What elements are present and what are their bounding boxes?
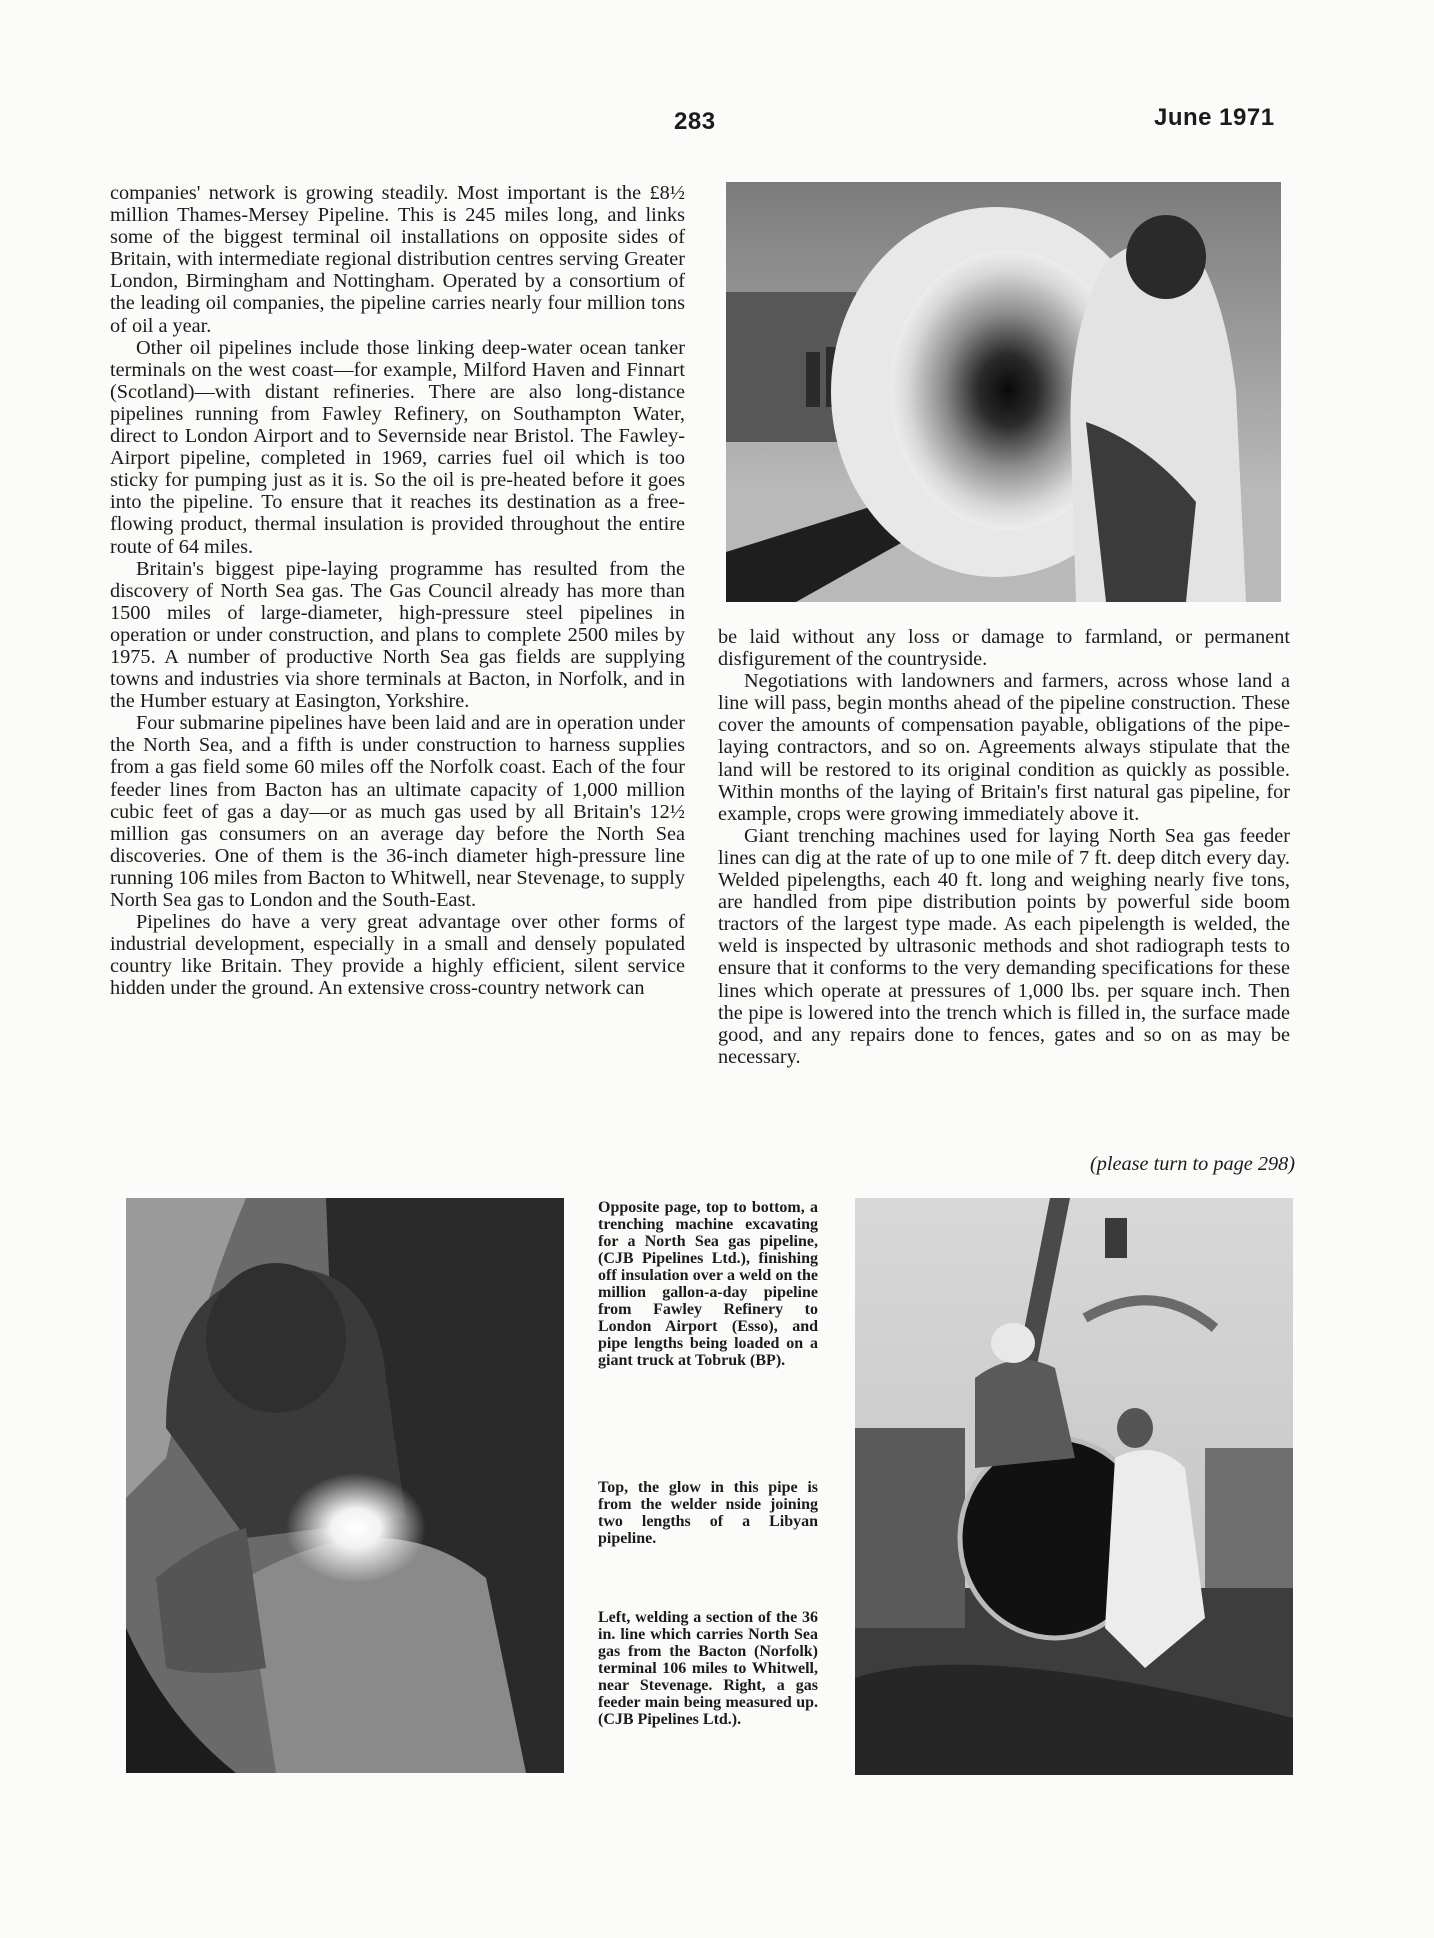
paragraph: be laid without any loss or damage to farmland, or permanent disfigurement of the countryside.: [718, 626, 1290, 671]
right-text-column: [718, 626, 1290, 1068]
photo-pipe-interior-glow: [726, 182, 1281, 602]
caption-opposite-page: [598, 1199, 818, 1369]
issue-date: June 1971: [1154, 104, 1275, 131]
paragraph: Pipelines do have a very great advantage over other forms of industrial development, especially in a small and densely populated country like Britain. They provide a highly efficient, silent service hidden under the ground. An extensive cross-country network can: [110, 911, 685, 1000]
paragraph: Giant trenching machines used for laying North Sea gas feeder lines can dig at the rate of up to one mile of 7 ft. deep ditch every day. Welded pipelengths, each 40 ft. long and weighing nearly five tons, are handled from pipe distribution points by powerful side boom tractors of the largest type made. As each pipelength is welded, the weld is inspected by ultrasonic methods and shot radiograph tests to ensure that it conforms to the very demanding specifications for these lines which operate at pressures of 1,000 lbs. per square inch. Then the pipe is lowered into the trench which is filled in, the surface made good, and any repairs done to fences, gates and so on as may be necessary.: [718, 824, 1290, 1068]
caption-text: Opposite page, top to bottom, a trenching machine excavating for a North Sea gas pipeline, (CJB Pipelines Ltd.), finishing off insulation over a weld on the million gallon-a-day pipeline from Fawley Refinery to London Airport (Esso), and pipe lengths being loaded on a giant truck at Tobruk (BP).: [598, 1199, 818, 1369]
paragraph: Four submarine pipelines have been laid and are in operation under the North Sea, and a fifth is under construction to harness supplies from a gas field some 60 miles off the Norfolk coast. Each of the four feeder lines from Bacton has an ultimate capacity of 1,000 million cubic feet of gas a day—or as much gas used by all Britain's 12½ million gas consumers on an average day before the North Sea discoveries. One of them is the 36-inch diameter high-pressure line running 106 miles from Bacton to Whitwell, near Stevenage, to supply North Sea gas to London and the South-East.: [110, 712, 685, 911]
caption-top-photo: [598, 1479, 818, 1547]
caption-text: Top, the glow in this pipe is from the welder nside joining two lengths of a Libyan pipeline.: [598, 1479, 818, 1547]
paragraph: Negotiations with landowners and farmers, across whose land a line will pass, begin months ahead of the pipeline construction. These cover the amounts of compensation payable, obligations of the pipe-laying contractors, and so on. Agreements always stipulate that the land will be restored to its original condition as quickly as possible. Within months of the laying of Britain's first natural gas pipeline, for example, crops were growing immediately above it.: [718, 670, 1290, 825]
page-number: 283: [674, 108, 716, 135]
paragraph: Britain's biggest pipe-laying programme has resulted from the discovery of North Sea gas. The Gas Council already has more than 1500 miles of large-diameter, high-pressure steel pipelines in operation or under construction, and plans to complete 2500 miles by 1975. A number of productive North Sea gas fields are supplying towns and industries via shore terminals at Bacton, in Norfolk, and in the Humber estuary at Easington, Yorkshire.: [110, 557, 685, 713]
paragraph: Other oil pipelines include those linking deep-water ocean tanker terminals on the west coast—for example, Milford Haven and Finnart (Scotland)—with distant refineries. There are also long-distance pipelines running from Fawley Refinery, on Southampton Water, direct to London Airport and to Severnside near Bristol. The Fawley-Airport pipeline, completed in 1969, carries fuel oil which is too sticky for pumping just as it is. So the oil is pre-heated before it goes into the pipeline. To ensure that it reaches its destination as a free-flowing product, thermal insulation is provided throughout the entire route of 64 miles.: [110, 336, 685, 558]
left-text-column: [110, 182, 685, 999]
photo-welder: [126, 1198, 564, 1773]
continuation-text: (please turn to page 298): [1089, 1153, 1295, 1175]
caption-left-right-photos: [598, 1609, 818, 1728]
caption-text: Left, welding a section of the 36 in. line which carries North Sea gas from the Bacton (Norfolk) terminal 106 miles to Whitwell, near Stevenage. Right, a gas feeder main being measured up. (CJB Pipelines Ltd.).: [598, 1609, 818, 1728]
paragraph: companies' network is growing steadily. Most important is the £8½ million Thames-Mersey Pipeline. This is 245 miles long, and links some of the biggest terminal oil installations on opposite sides of Britain, with intermediate regional distribution centres serving Greater London, Birmingham and Nottingham. Operated by a consortium of the leading oil companies, the pipeline carries nearly four million tons of oil a year.: [110, 182, 685, 337]
continuation-note: [1050, 1153, 1295, 1175]
photo-pipe-measuring: [855, 1198, 1293, 1775]
